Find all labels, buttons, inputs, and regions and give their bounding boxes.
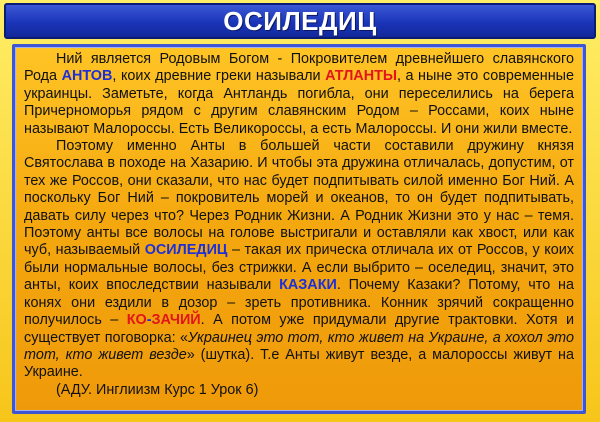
highlight-oseledets: ОСИЛЕДИЦ [144,242,228,259]
highlight-kazaki: КАЗАКИ [279,277,337,294]
p2-text-2: – такая их прическа отличала их от Россов, у коих были нормальные волосы, без стрижки. А если выбрито – оселедиц, значит, это анты, коих впоследствии называли [24,242,574,294]
p1-text-1: Ний является Родовым Богом - Покровителем древнейшего славянского Рода [24,51,574,85]
highlight-zachiy: ЗАЧИЙ [151,312,201,329]
highlight-ko: КО [126,312,147,329]
p2-text-4: . А потом уже придумали другие трактовки. Хотя и существует поговорка: « [24,312,574,346]
paragraph-2 [24,138,574,382]
p1-text-2: , коих древние греки называли [112,68,326,85]
source-line: (АДУ. Инглиизм Курс 1 Урок 6) [56,381,259,398]
p2-text-5: » (шутка). Т.е Анты живут везде, а малороссы живут на Украине. [24,346,574,381]
page-title: ОСИЛЕДИЦ [223,5,377,36]
text-panel [12,44,586,414]
highlight-dash: - [146,312,152,329]
p2-text-1: Поэтому именно Анты в большей части составили дружину князя Святослава в походе на Хазарию. И чтобы эта дружина отличалась, допустим, от тех же Россов, они сказали, что нас будет подпитывать силой именно Бог Ний. А поскольку Бог Ний – покровитель морей и океанов, то он будет подпитывать, давать силу через что? Через Родник Жизни. А Родник Жизни это у нас – темя. Поэтому анты все волосы на голове выстригали и оставляли как хвост, или как чуб, называемый [24,138,574,259]
saying-quote: Украинец это тот, кто живет на Украине, а хохол это тот, кто живет везде [24,329,574,363]
p1-text-3: , а ныне это современные украинцы. Заметьте, когда Антландь погибла, они переселились на берега Причерноморья рядом с другим славянским Родом – Россами, коих ныне называют Малороссы. Есть Великороссы, а есть Малороссы. И они жили вместе. [24,68,574,137]
highlight-antov: АНТОВ [61,68,113,85]
paragraph-1 [24,51,574,138]
highlight-atlanty: АТЛАНТЫ [325,68,397,85]
p2-text-3: . Почему Казаки? Потому, что на конях они ездили в дозор – зреть противника. Конник зрячий сокращенно получилось – [24,277,574,329]
title-bar [4,3,596,39]
